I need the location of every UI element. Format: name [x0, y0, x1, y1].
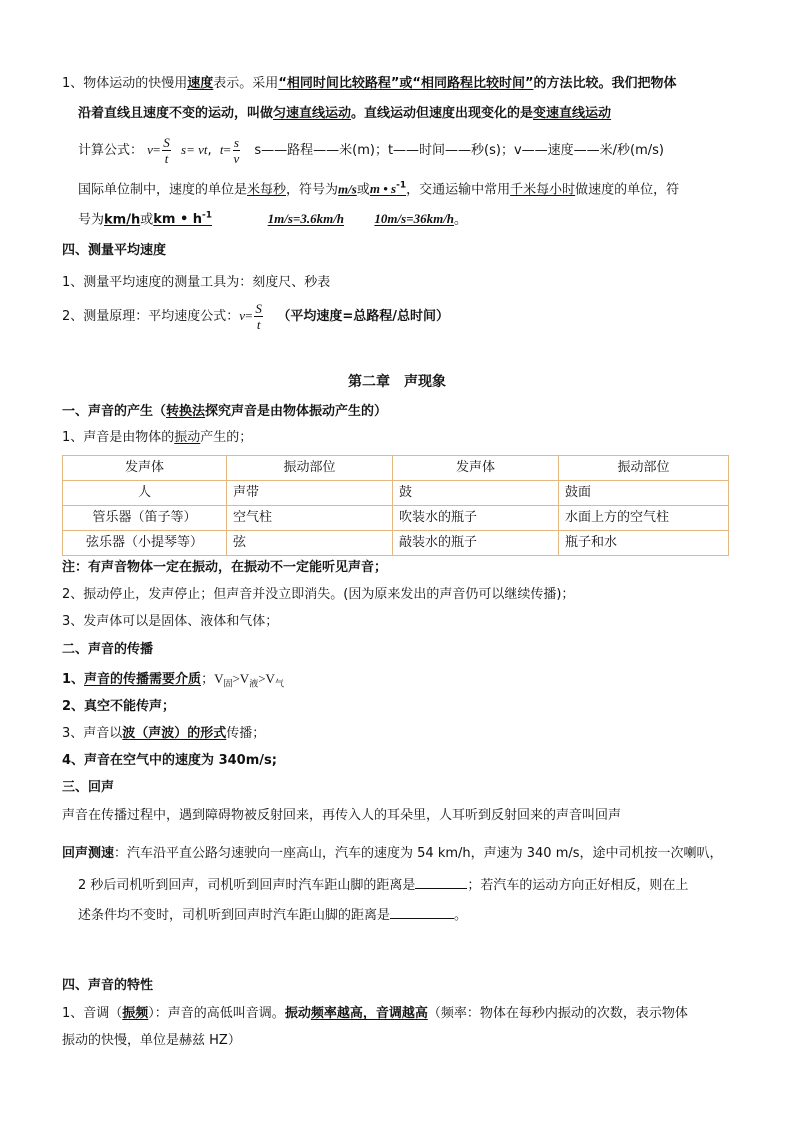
term-uniform-motion: 匀速直线运动 [273, 106, 352, 121]
conversion-text: 1m/s=3.6km/h [267, 211, 345, 227]
table-cell: 吹装水的瓶子 [393, 506, 559, 531]
question-echo-line-1 [62, 846, 723, 862]
table-row [63, 531, 729, 556]
term-compare-method: “相同时间比较路程”或“相同路程比较时间” [278, 76, 534, 91]
text: 或 [356, 182, 370, 198]
text: 沿着直线且速度不变的运动，叫做 [78, 106, 274, 121]
text: （频率：物体在每秒内振动的次数，表示物体 [427, 1006, 688, 1021]
term-variable-motion: 变速直线运动 [533, 106, 612, 121]
table-header: 发声体 [63, 456, 227, 481]
table-cell: 弦乐器（小提琴等） [63, 531, 227, 556]
text: 国际单位制中，速度的单位是 [78, 182, 248, 198]
text: 表示。采用 [213, 76, 279, 91]
text: 1、 [62, 672, 85, 687]
table-cell: 鼓面 [559, 481, 729, 506]
section-heading-sound-characteristics: 四、声音的特性 [62, 978, 154, 993]
numerator: S [163, 135, 170, 150]
text: 1、物体运动的快慢用 [62, 76, 188, 91]
superscript: -1 [202, 211, 213, 221]
denominator: t [164, 151, 169, 166]
denominator: t [256, 317, 261, 332]
text: 2 秒后司机听到回声，司机听到回声时汽车距山脚的距离是 [78, 878, 416, 893]
symbol-mps: m/s [338, 181, 357, 197]
formula-equals: = [223, 142, 231, 157]
section-heading-sound-production [62, 404, 387, 420]
text: 。 [454, 908, 468, 923]
answer-blank[interactable] [390, 906, 454, 919]
text: 产生的； [200, 430, 253, 445]
formula-legend: s——路程——米(m)；t——时间——秒(s)；v——速度——米/秒(m/s) [254, 143, 664, 158]
table-header: 发声体 [393, 456, 559, 481]
paragraph-units [78, 181, 679, 199]
conversion-text: 10m/s=36km/h [374, 211, 455, 227]
text: ；若汽车的运动方向正好相反，则在上 [467, 878, 689, 893]
term-vibration: 振动 [174, 430, 201, 445]
paragraph-sound-source-states: 3、发声体可以是固体、液体和气体； [62, 614, 279, 629]
paragraph-measure-tools: 1、测量平均速度的测量工具为：刻度尺、秒表 [62, 275, 331, 290]
table-cell: 声带 [227, 481, 393, 506]
text: 传播； [226, 726, 266, 741]
term-mps: 米每秒 [247, 182, 287, 198]
table-row [63, 481, 729, 506]
text: ，符号为 [286, 182, 339, 198]
term-speed: 速度 [187, 76, 214, 91]
denominator: v [233, 151, 240, 166]
text: >V [258, 671, 275, 686]
text: 探究声音是由物体振动产生的） [205, 404, 388, 419]
text: 1、声音是由物体的 [62, 430, 175, 445]
text: 的方法比较。我们把物体 [533, 76, 677, 91]
term-sound-wave: 波（声波）的形式 [122, 726, 227, 741]
formula-var-t: t [219, 142, 224, 157]
text: 3、声音以 [62, 726, 123, 741]
subscript-liquid: 液 [249, 678, 259, 689]
note-vibration: 注：有声音物体一定在振动，在振动不一定能听见声音； [62, 560, 388, 575]
paragraph-pitch [62, 1006, 688, 1022]
conversion-1 [212, 211, 344, 228]
term-echo-speed: 回声测速 [62, 846, 115, 861]
paragraph-echo-definition: 声音在传播过程中，遇到障碍物被反射回来，再传入人的耳朵里，人耳听到反射回来的声音叫回声 [62, 808, 622, 823]
question-echo-line-3 [78, 906, 467, 924]
table-cell: 弦 [227, 531, 393, 556]
text: （平均速度=总路程/总时间） [277, 309, 449, 324]
superscript: -1 [396, 181, 407, 191]
formula-label: 计算公式： [78, 143, 144, 158]
paragraph-medium [62, 671, 284, 690]
term-kmph: 千米每小时 [510, 182, 576, 198]
formula-line: 计算公式： v= $\frac{S}{t}$ s= vt, t= $\frac{s}{v}$ s——路程——米(m)；t——时间——秒(s)；v——速度——米/秒(m/s) [78, 135, 664, 166]
text: 做速度的单位，符 [575, 182, 680, 198]
text: ）：声音的高低叫音调。 [148, 1006, 285, 1021]
chapter-title: 第二章 声现象 [348, 374, 446, 390]
paragraph-speed-intro [62, 76, 677, 92]
text: >V [232, 671, 250, 686]
table-header: 振动部位 [227, 456, 393, 481]
paragraph-pitch-cont: 振动的快慢，单位是赫兹 HZ） [62, 1033, 241, 1048]
table-header-row [63, 456, 729, 481]
term-conversion-method: 转换法 [166, 404, 206, 419]
paragraph-units-symbols [78, 211, 467, 229]
formula-fraction-s-over-t [162, 135, 171, 166]
paragraph-wave [62, 726, 265, 742]
table-cell: 瓶子和水 [559, 531, 729, 556]
formula-var-v: v [239, 308, 246, 323]
text: ；V [201, 671, 224, 686]
subscript-solid: 固 [223, 678, 233, 689]
paragraph-measure-principle [62, 298, 449, 335]
section-heading-propagation: 二、声音的传播 [62, 642, 154, 657]
table-header: 振动部位 [559, 456, 729, 481]
sound-source-table [62, 455, 729, 556]
table-cell: 人 [63, 481, 227, 506]
section-heading-echo: 三、回声 [62, 780, 115, 795]
formula-vt: = vt [186, 142, 208, 157]
conversion-2 [344, 211, 454, 228]
formula-equals: = [245, 308, 253, 323]
paragraph-vibration-stop: 2、振动停止，发声停止；但声音并没立即消失。(因为原来发出的声音仍可以继续传播)； [62, 587, 575, 602]
section-heading-average-speed: 四、测量平均速度 [62, 243, 167, 258]
formula-equals: = [152, 142, 161, 157]
paragraph-vacuum: 2、真空不能传声； [62, 699, 176, 714]
text: ：汽车沿平直公路匀速驶向一座高山，汽车的速度为 54 km/h，声速为 340 m/s，途中司机按一次喇叭， [114, 846, 723, 861]
paragraph-motion-types [78, 106, 611, 122]
table-cell: 鼓 [393, 481, 559, 506]
symbol-kmh: km/h [104, 212, 141, 228]
term-frequency: 振频 [122, 1006, 149, 1021]
paragraph-air-speed: 4、声音在空气中的速度为 340m/s; [62, 753, 277, 768]
text: 振动 [284, 1006, 311, 1021]
formula-var-s: s [181, 142, 187, 157]
text: 1、音调（ [62, 1006, 123, 1021]
answer-blank[interactable] [415, 876, 467, 889]
question-echo-line-2 [78, 876, 688, 894]
table-cell: 敲装水的瓶子 [393, 531, 559, 556]
text: ，交通运输中常用 [406, 182, 511, 198]
subscript-gas: 气 [274, 678, 284, 689]
text: 。 [454, 212, 468, 228]
numerator: s [233, 135, 239, 150]
text: 一、声音的产生（ [62, 404, 167, 419]
symbol-m-s: m • s [369, 181, 397, 197]
text: 号为 [78, 212, 105, 228]
table-cell: 水面上方的空气柱 [559, 506, 729, 531]
numerator: S [255, 301, 262, 316]
paragraph-sound-vibration [62, 430, 252, 446]
table-row [63, 506, 729, 531]
symbol-km-h: km • h [153, 212, 203, 228]
text: 或 [140, 212, 154, 228]
text: 2、测量原理：平均速度公式： [62, 309, 240, 324]
formula-fraction-s-over-t [254, 301, 263, 332]
text: 述条件均不变时，司机听到回声时汽车距山脚的距离是 [78, 908, 391, 923]
text: 。直线运动但速度出现变化的是 [351, 106, 534, 121]
formula-var-v: v [147, 142, 153, 157]
table-cell: 空气柱 [227, 506, 393, 531]
term-higher-pitch: 频率越高，音调越高 [310, 1006, 428, 1021]
formula-fraction-s-over-v [233, 135, 240, 166]
term-medium: 声音的传播需要介质 [84, 672, 202, 687]
table-cell: 管乐器（笛子等） [63, 506, 227, 531]
